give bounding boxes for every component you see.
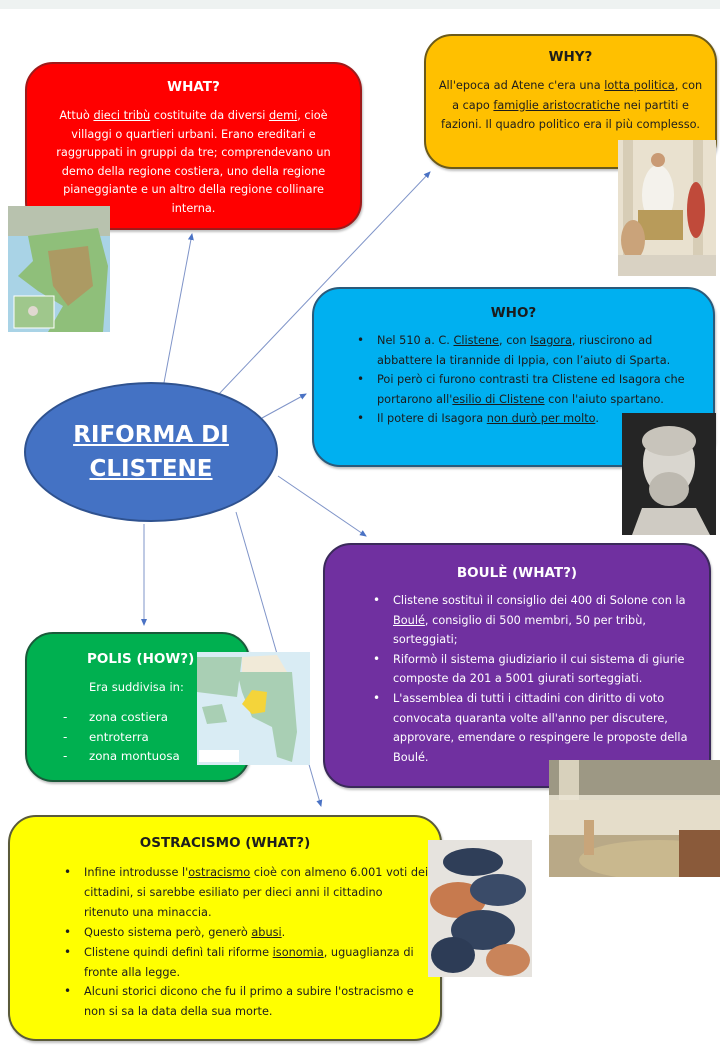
list-item: • Clistene sostituì il consiglio dei 400 di Solone con la Boulé, consiglio di 500 membri, 50 per tribù, sorteggiati;: [393, 591, 697, 650]
arrow-to-boule: [278, 476, 366, 536]
why-title: WHY?: [548, 49, 593, 65]
who-title: WHO?: [490, 305, 537, 321]
list-item: - entroterra: [89, 728, 248, 748]
list-item: • L'assemblea di tutti i cittadini con diritto di voto convocata quaranta volte all'anno per discutere, approvare, emendare o respingere le proposte della Boulé.: [393, 689, 697, 767]
list-item: • Questo sistema però, generò abusi.: [84, 923, 430, 943]
list-item: - zona montuosa: [89, 747, 248, 767]
ostracismo-title: OSTRACISMO (WHAT?): [139, 835, 311, 851]
ostracismo-list: [10, 863, 440, 1022]
attica-map-image: [8, 206, 110, 332]
arrow-to-what: [163, 234, 192, 388]
central-topic: [24, 382, 278, 522]
list-item: • Il potere di Isagora non durò per molto.: [377, 409, 693, 429]
what-box: [25, 62, 362, 230]
list-item: • Infine introdusse l'ostracismo cioè con almeno 6.001 voti dei cittadini, si sarebbe esiliato per dieci anni il cittadino ritenuto una minaccia.: [84, 863, 430, 923]
ostracismo-box: [8, 815, 442, 1041]
what-title: WHAT?: [167, 79, 220, 95]
list-item: • Clistene quindi definì tali riforme isonomia, uguaglianza di fronte alla legge.: [84, 943, 430, 983]
boule-title: BOULÈ (WHAT?): [456, 565, 578, 581]
boule-box: [323, 543, 711, 788]
boule-list: [325, 591, 709, 767]
assembly-illustration-image: [618, 140, 716, 276]
list-item: • Nel 510 a. C. Clistene, con Isagora, riuscirono ad abbattere la tirannide di Ippia, con l’aiuto di Sparta.: [377, 331, 693, 370]
why-text: All'epoca ad Atene c'era una lotta politica, con a capo famiglie aristocratiche nei partiti e fazioni. Il quadro politico era il più complesso.: [438, 79, 703, 131]
central-topic-title: RIFORMA DI CLISTENE: [73, 422, 229, 482]
ostraka-image: [428, 840, 532, 977]
list-item: • Alcuni storici dicono che fu il primo a subire l'ostracismo e non si sa la data della sua morte.: [84, 982, 430, 1022]
polis-map-image: [197, 652, 310, 765]
what-text: Attuò dieci tribù costituite da diversi demi, cioè villaggi o quartieri urbani. Erano ereditari e raggruppati in gruppi da tre; comprendevano un demo della regione costiera, uno della regione pianeggiante e un altro della regione collinare interna.: [56, 109, 331, 215]
senate-painting-image: [549, 760, 720, 877]
list-item: - zona costiera: [89, 708, 248, 728]
list-item: • Poi però ci furono contrasti tra Clistene ed Isagora che portarono all'esilio di Clistene con l'aiuto spartano.: [377, 370, 693, 409]
polis-title: POLIS (HOW?): [87, 651, 195, 667]
list-item: • Riformò il sistema giudiziario il cui sistema di giurie composte da 201 a 5001 giurati sorteggiati.: [393, 650, 697, 689]
arrow-to-who: [262, 394, 306, 418]
clistene-bust-image: [622, 413, 716, 535]
polis-subtitle: Era suddivisa in:: [89, 680, 184, 694]
